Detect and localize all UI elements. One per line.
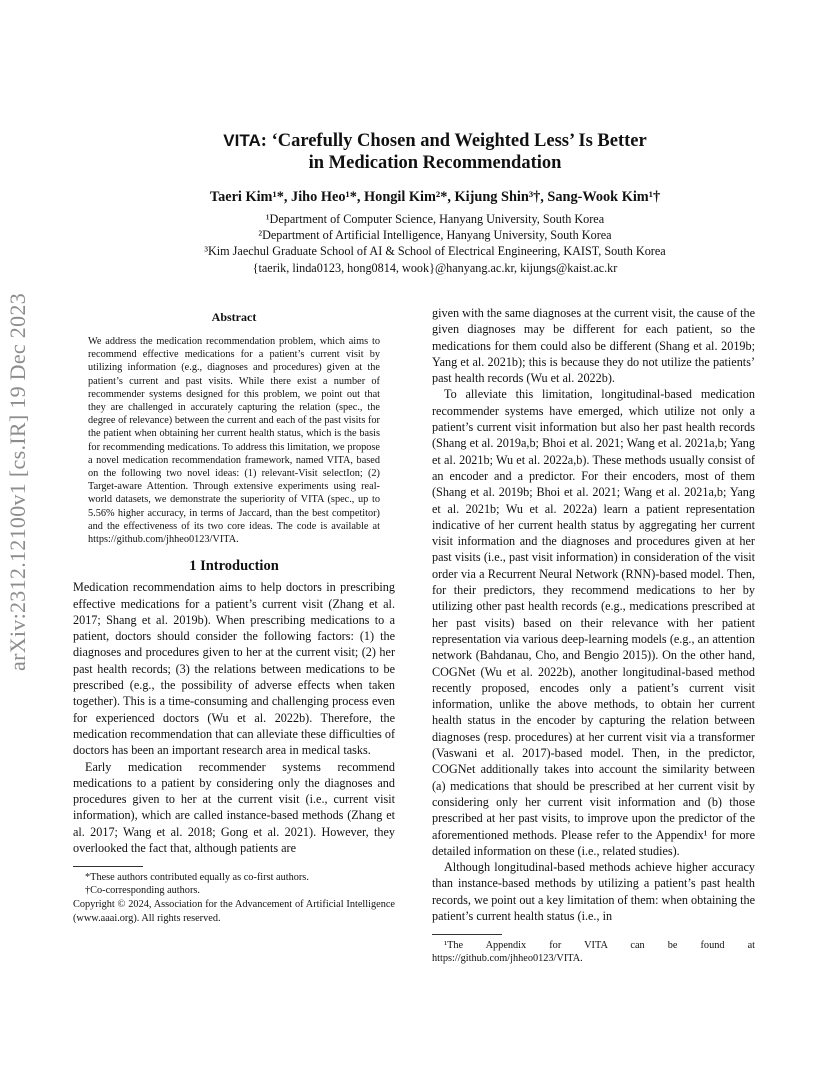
copyright-notice: Copyright © 2024, Association for the Advancement of Artificial Intelligence (www.aaai.org). All rights reserved. bbox=[73, 899, 395, 924]
footnote-rule bbox=[73, 866, 143, 867]
title-line-1 bbox=[150, 130, 720, 152]
intro-left-body bbox=[73, 579, 395, 856]
author-list: Taeri Kim¹*, Jiho Heo¹*, Hongil Kim²*, Kijung Shin³†, Sang-Wook Kim¹† bbox=[209, 189, 661, 205]
footnote-appendix: ¹The Appendix for VITA can be found at https://github.com/jhheo0123/VITA. bbox=[432, 940, 755, 965]
affiliation-2: ²Department of Artificial Intelligence, Hanyang University, South Korea bbox=[258, 228, 612, 243]
affiliation-3: ³Kim Jaechul Graduate School of AI & School of Electrical Engineering, KAIST, South Korea bbox=[204, 244, 666, 259]
arxiv-stamp-text: arXiv:2312.12100v1 [cs.IR] 19 Dec 2023 bbox=[5, 293, 30, 671]
paragraph: Although longitudinal-based methods achieve higher accuracy than instance-based methods by utilizing a patient’s past health records, we point out a key limitation of them: when obtaining the patient’s current health status (i.e., in bbox=[432, 860, 755, 923]
paragraph: Early medication recommender systems recommend medications to a patient by considering only the diagnoses and procedures given to her at the current visit (i.e., current visit information), which are called instance-based methods (Zhang et al. 2017; Wang et al. 2018; Gong et al. 2021). However, they overlooked the fact that, although patients are bbox=[73, 759, 395, 855]
right-column bbox=[432, 305, 755, 965]
abstract-text: We address the medication recommendation problem, which aims to recommend effective medications for a patient’s current visit by utilizing information (e.g., diagnoses and procedures) given at the patient’s current and past visits. While there exist a number of recommender systems designed for this problem, we point out that they are challenged in accurately capturing the relation (spec., the degree of relevance) between the current and each of the past visits for the patient when obtaining her current health status, which is the basis for recommending medications. To address this limitation, we propose a novel medication recommendation framework, named VITA, based on the following two novel ideas: (1) relevant-Visit selectIon; (2) Target-aware Attention. Through extensive experiments using real-world datasets, we demonstrate the superiority of VITA (spec., up to 5.56% higher accuracy, in terms of Jaccard, than the best competitor) and the effectiveness of its two core ideas. The code is available at https://github.com/jhheo0123/VITA. bbox=[88, 336, 380, 546]
footnote-co-first: *These authors contributed equally as co-first authors. bbox=[85, 872, 309, 884]
paragraph: given with the same diagnoses at the current visit, the cause of the given diagnoses may be different for each patient, so the medications for them could also be different (Shang et al. 2019b; Yang et al. 2021b); this is because they do not utilize the patients’ past health records (Wu et al. 2022b). bbox=[432, 306, 755, 386]
intro-right-body bbox=[432, 305, 755, 924]
affiliations bbox=[100, 211, 770, 276]
title-line-2: in Medication Recommendation bbox=[308, 153, 562, 173]
footnote-co-corresponding: †Co-corresponding authors. bbox=[85, 885, 200, 897]
author-emails: {taerik, linda0123, hong0814, wook}@hanyang.ac.kr, kijungs@kaist.ac.kr bbox=[252, 260, 618, 275]
paper-title bbox=[150, 130, 720, 174]
paragraph: Medication recommendation aims to help doctors in prescribing effective medications for a patient’s current visit (Zhang et al. 2017; Shang et al. 2019b). When prescribing medications to a patient, doctors should consider the following factors: (1) the diagnoses and procedures given to her at the current visit; (2) her past health records; (3) the relations between medications to be prescribed (e.g., the possibility of adverse effects when taken together). This is a time-consuming and challenging process even for experienced doctors (Wu et al. 2022b). Therefore, the medication recommendation that can alleviate these difficulties of doctors has been an important research area in medical tasks. bbox=[73, 580, 395, 758]
title-rest: : ‘Carefully Chosen and Weighted Less’ Is Better bbox=[260, 131, 647, 151]
footnote-rule bbox=[432, 934, 502, 935]
affiliation-1: ¹Department of Computer Science, Hanyang University, South Korea bbox=[265, 212, 605, 226]
title-name: VITA bbox=[223, 131, 261, 150]
abstract-heading: Abstract bbox=[211, 310, 257, 324]
paragraph: To alleviate this limitation, longitudinal-based medication recommender systems have emerged, which utilize not only a patient’s current visit information but also her past health records (Shang et al. 2019a,b; Bhoi et al. 2021; Wang et al. 2021a,b; Yang et al. 2021b; Wu et al. 2022a,b). These methods usually consist of an encoder and a predictor. For their encoders, most of them (Shang et al. 2019b; Bhoi et al. 2021; Wang et al. 2021a,b; Yang et al. 2021b; Wu et al. 2022a) learn a patient representation indicative of her current health status by aggregating her current visit information and the diagnoses and procedures given at her past visits (i.e., past visit information) in consideration of the visit order via a Recurrent Neural Network (RNN)-based model. Then, for their predictors, they recommend medications to her by utilizing other past health records (e.g., medications prescribed at her past visits) based on their relevance with her patient representation via various deep-learning models (e.g., an attention network (Bahdanau, Cho, and Bengio 2015)). On the other hand, COGNet (Wu et al. 2022b), another longitudinal-based method recently proposed, encodes only a patient’s current visit information, unlike the above methods, to obtain her current health status in the encoder by capturing the relation between diagnoses (resp. procedures) at her current visit via a transformer (Vaswani et al. 2017)-based model. Then, in the predictor, COGNet additionally takes into account the similarity between (a) medications that should be prescribed at her current visit by considering only her current visit information and (b) those prescribed at her past visits, to improve upon the predictor of the aforementioned methods. Please refer to the Appendix¹ for more detailed information on these (i.e., related studies). bbox=[432, 387, 755, 858]
left-column bbox=[73, 310, 395, 925]
section-heading-introduction: 1 Introduction bbox=[189, 558, 279, 575]
